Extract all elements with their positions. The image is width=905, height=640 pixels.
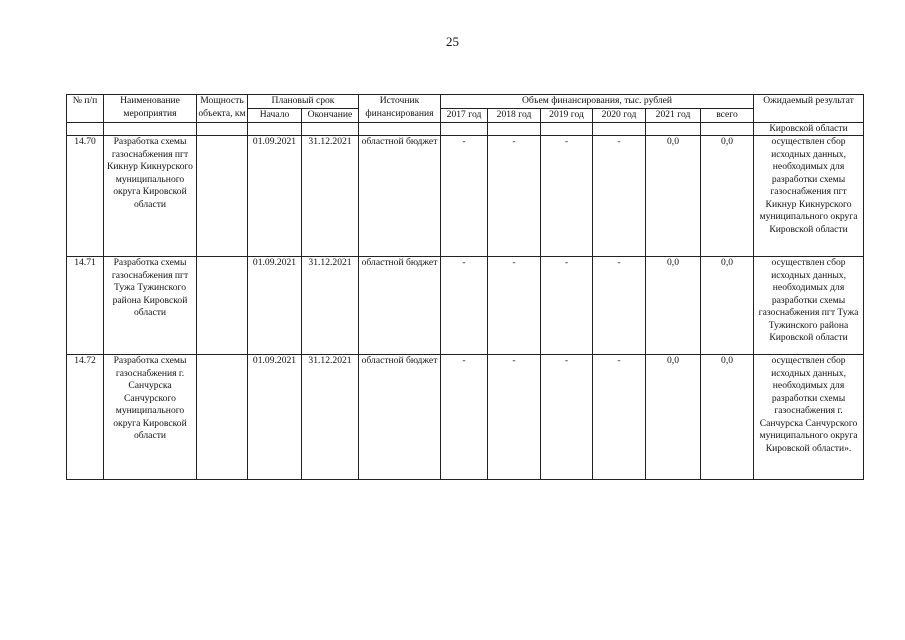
row-value-2019: - xyxy=(541,257,593,355)
header-year-2019: 2019 год xyxy=(541,108,593,122)
measures-table xyxy=(66,94,864,480)
row-num: 14.72 xyxy=(67,355,104,480)
row-num: 14.70 xyxy=(67,136,104,257)
row-value-2019: - xyxy=(541,355,593,480)
table-row xyxy=(67,355,864,480)
row-value-2018: - xyxy=(488,355,541,480)
table-row xyxy=(67,136,864,257)
row-capacity xyxy=(197,355,248,480)
row-end: 31.12.2021 xyxy=(302,257,359,355)
continuation-row xyxy=(67,122,864,136)
row-num: 14.71 xyxy=(67,257,104,355)
row-start: 01.09.2021 xyxy=(248,257,302,355)
header-name: Наименование мероприятия xyxy=(104,95,197,123)
header-year-2018: 2018 год xyxy=(488,108,541,122)
header-year-2021: 2021 год xyxy=(646,108,701,122)
header-end: Окончание xyxy=(302,108,359,122)
row-value-2018: - xyxy=(488,136,541,257)
row-end: 31.12.2021 xyxy=(302,355,359,480)
table-row xyxy=(67,257,864,355)
header-source: Источник финансирования xyxy=(359,95,441,123)
row-result: осуществлен сбор исходных данных, необходимых для разработки схемы газоснабжения пгт Тужа Тужинского района Кировской области xyxy=(754,257,864,355)
header-total: всего xyxy=(701,108,754,122)
page-number: 25 xyxy=(446,34,459,49)
row-name: Разработка схемы газоснабжения пгт Кикнур Кикнурского муниципального округа Кировской области xyxy=(104,136,197,257)
row-value-2021: 0,0 xyxy=(646,355,701,480)
row-value-2021: 0,0 xyxy=(646,257,701,355)
row-capacity xyxy=(197,136,248,257)
header-start: Начало xyxy=(248,108,302,122)
row-value-2017: - xyxy=(441,355,488,480)
row-value-2021: 0,0 xyxy=(646,136,701,257)
header-capacity: Мощность объекта, км xyxy=(197,95,248,123)
row-value-2017: - xyxy=(441,136,488,257)
row-source: областной бюджет xyxy=(359,136,441,257)
row-result: осуществлен сбор исходных данных, необходимых для разработки схемы газоснабжения г. Санчурска Санчурского муниципального округа Кировской области». xyxy=(754,355,864,480)
row-source: областной бюджет xyxy=(359,257,441,355)
header-year-2017: 2017 год xyxy=(441,108,488,122)
header-row-top xyxy=(67,95,864,109)
row-value-2019: - xyxy=(541,136,593,257)
row-value-2018: - xyxy=(488,257,541,355)
row-value-2017: - xyxy=(441,257,488,355)
header-num: № п/п xyxy=(67,95,104,123)
row-value-2020: - xyxy=(593,136,646,257)
row-value-total: 0,0 xyxy=(701,355,754,480)
header-result: Ожидаемый результат xyxy=(754,95,864,123)
row-end: 31.12.2021 xyxy=(302,136,359,257)
row-result: осуществлен сбор исходных данных, необходимых для разработки схемы газоснабжения пгт Кикнур Кикнурского муниципального округа Кировской области xyxy=(754,136,864,257)
row-value-2020: - xyxy=(593,355,646,480)
row-value-2020: - xyxy=(593,257,646,355)
row-name: Разработка схемы газоснабжения пгт Тужа Тужинского района Кировской области xyxy=(104,257,197,355)
header-year-2020: 2020 год xyxy=(593,108,646,122)
row-source: областной бюджет xyxy=(359,355,441,480)
row-start: 01.09.2021 xyxy=(248,136,302,257)
header-schedule: Плановый срок xyxy=(248,95,359,109)
row-name: Разработка схемы газоснабжения г. Санчурска Санчурского муниципального округа Кировской области xyxy=(104,355,197,480)
header-funding: Объем финансирования, тыс. рублей xyxy=(441,95,754,109)
row-start: 01.09.2021 xyxy=(248,355,302,480)
row-capacity xyxy=(197,257,248,355)
continuation-result: Кировской области xyxy=(754,122,864,136)
row-value-total: 0,0 xyxy=(701,136,754,257)
row-value-total: 0,0 xyxy=(701,257,754,355)
